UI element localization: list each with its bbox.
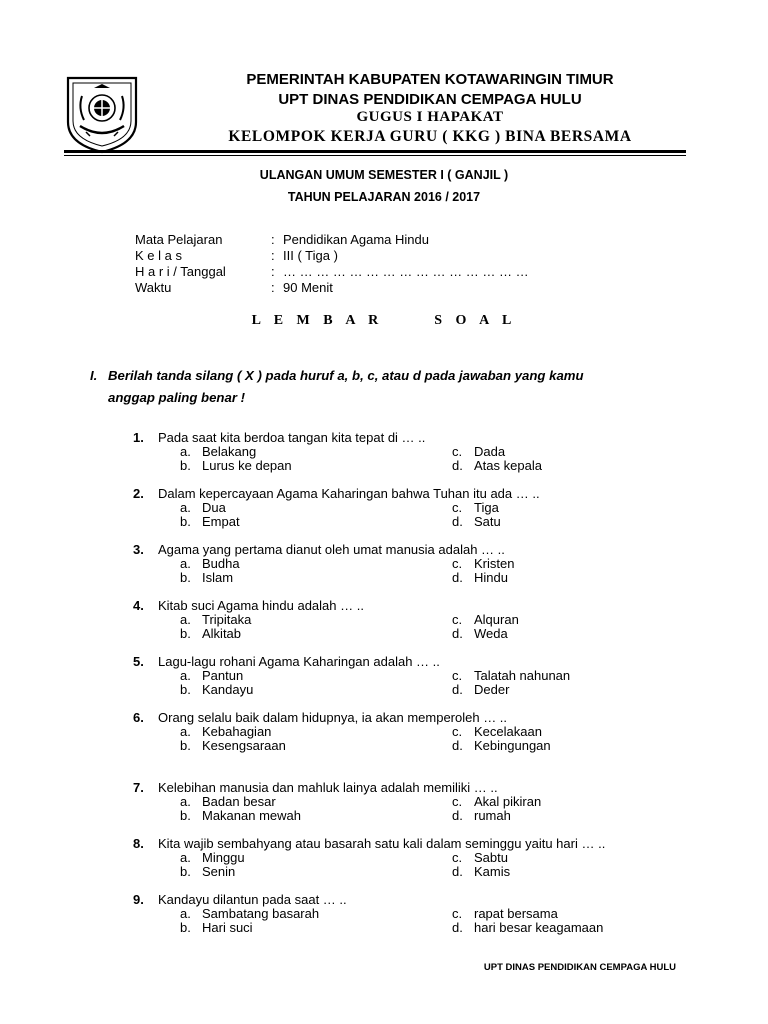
option-letter: d. bbox=[452, 514, 463, 529]
question-number: 4. bbox=[133, 598, 144, 613]
option-letter: a. bbox=[180, 612, 191, 627]
info-row-time bbox=[135, 280, 529, 296]
option-a: Budha bbox=[202, 556, 240, 571]
option-letter: b. bbox=[180, 682, 191, 697]
letterhead-line-cluster: GUGUS I HAPAKAT bbox=[356, 109, 504, 125]
option-letter: c. bbox=[452, 556, 463, 571]
option-letter: c. bbox=[452, 850, 463, 865]
option-d: hari besar keagamaan bbox=[474, 920, 604, 935]
exam-title: ULANGAN UMUM SEMESTER I ( GANJIL ) bbox=[259, 168, 509, 182]
question-7 bbox=[133, 781, 693, 823]
question-number: 2. bbox=[133, 486, 144, 501]
option-d: Kamis bbox=[474, 864, 511, 879]
option-b: Hari suci bbox=[202, 920, 253, 935]
option-a: Tripitaka bbox=[202, 612, 252, 627]
option-letter: d. bbox=[452, 682, 463, 697]
section-heading: L E M B A R S O A L bbox=[251, 313, 517, 328]
question-6 bbox=[133, 711, 693, 753]
option-letter: d. bbox=[452, 626, 463, 641]
option-d: rumah bbox=[474, 808, 511, 823]
option-letter: a. bbox=[180, 724, 191, 739]
question-text: Orang selalu baik dalam hidupnya, ia akan memperoleh … .. bbox=[158, 710, 508, 725]
option-a: Minggu bbox=[202, 850, 245, 865]
option-c: Alquran bbox=[474, 612, 519, 627]
regency-emblem-logo bbox=[64, 74, 140, 154]
info-label: K e l a s bbox=[135, 248, 182, 263]
instruction-number: I. bbox=[90, 368, 98, 383]
letterhead-divider-thin bbox=[64, 155, 686, 156]
exam-info-block bbox=[135, 232, 529, 296]
option-letter: d. bbox=[452, 808, 463, 823]
option-letter: c. bbox=[452, 444, 463, 459]
option-letter: c. bbox=[452, 668, 463, 683]
question-1 bbox=[133, 431, 693, 473]
option-letter: b. bbox=[180, 808, 191, 823]
option-letter: a. bbox=[180, 906, 191, 921]
info-value: … … … … … … … … … … … … … … … bbox=[283, 264, 529, 279]
option-a: Dua bbox=[202, 500, 226, 515]
option-letter: a. bbox=[180, 668, 191, 683]
option-letter: a. bbox=[180, 444, 191, 459]
question-text: Kita wajib sembahyang atau basarah satu kali dalam seminggu yaitu hari … .. bbox=[158, 836, 606, 851]
info-value: 90 Menit bbox=[283, 280, 333, 295]
info-label: H a r i / Tanggal bbox=[135, 264, 226, 279]
option-letter: b. bbox=[180, 458, 191, 473]
option-letter: a. bbox=[180, 850, 191, 865]
option-b: Islam bbox=[202, 570, 234, 585]
question-text: Kelebihan manusia dan mahluk lainya adalah memiliki … .. bbox=[158, 780, 498, 795]
question-8 bbox=[133, 837, 693, 879]
option-letter: d. bbox=[452, 570, 463, 585]
option-c: Talatah nahunan bbox=[474, 668, 571, 683]
question-text: Pada saat kita berdoa tangan kita tepat di … .. bbox=[158, 430, 426, 445]
option-b: Kandayu bbox=[202, 682, 254, 697]
option-b: Empat bbox=[202, 514, 240, 529]
letterhead-line-working-group: KELOMPOK KERJA GURU ( KKG ) BINA BERSAMA bbox=[228, 128, 632, 145]
letterhead-line-office: UPT DINAS PENDIDIKAN CEMPAGA HULU bbox=[278, 91, 582, 108]
question-number: 1. bbox=[133, 430, 144, 445]
info-label: Waktu bbox=[135, 280, 172, 295]
letterhead-divider-thick bbox=[64, 150, 686, 153]
option-d: Satu bbox=[474, 514, 501, 529]
info-row-day-date bbox=[135, 264, 529, 280]
question-text: Kitab suci Agama hindu adalah … .. bbox=[158, 598, 364, 613]
option-letter: a. bbox=[180, 500, 191, 515]
exam-year: TAHUN PELAJARAN 2016 / 2017 bbox=[287, 190, 481, 204]
option-a: Kebahagian bbox=[202, 724, 272, 739]
option-letter: b. bbox=[180, 626, 191, 641]
instruction bbox=[90, 365, 690, 409]
option-a: Belakang bbox=[202, 444, 257, 459]
option-letter: b. bbox=[180, 738, 191, 753]
question-9 bbox=[133, 893, 693, 935]
option-b: Makanan mewah bbox=[202, 808, 301, 823]
option-letter: a. bbox=[180, 794, 191, 809]
option-letter: c. bbox=[452, 612, 463, 627]
question-text: Agama yang pertama dianut oleh umat manusia adalah … .. bbox=[158, 542, 505, 557]
letterhead-line-government: PEMERINTAH KABUPATEN KOTAWARINGIN TIMUR bbox=[246, 71, 614, 88]
info-value: Pendidikan Agama Hindu bbox=[283, 232, 429, 247]
info-row-subject bbox=[135, 232, 529, 248]
question-number: 5. bbox=[133, 654, 144, 669]
question-number: 9. bbox=[133, 892, 144, 907]
option-letter: d. bbox=[452, 864, 463, 879]
page-footer: UPT DINAS PENDIDIKAN CEMPAGA HULU bbox=[483, 962, 676, 973]
info-colon: : bbox=[271, 280, 275, 295]
info-value: III ( Tiga ) bbox=[283, 248, 338, 263]
option-letter: a. bbox=[180, 556, 191, 571]
option-a: Badan besar bbox=[202, 794, 276, 809]
question-text: Dalam kepercayaan Agama Kaharingan bahwa Tuhan itu ada … .. bbox=[158, 486, 540, 501]
option-d: Atas kepala bbox=[474, 458, 542, 473]
option-a: Pantun bbox=[202, 668, 244, 683]
question-number: 6. bbox=[133, 710, 144, 725]
option-c: Kecelakaan bbox=[474, 724, 542, 739]
info-colon: : bbox=[271, 248, 275, 263]
question-5 bbox=[133, 655, 693, 697]
option-letter: d. bbox=[452, 458, 463, 473]
option-b: Alkitab bbox=[202, 626, 242, 641]
question-number: 8. bbox=[133, 836, 144, 851]
option-letter: c. bbox=[452, 500, 463, 515]
option-c: Kristen bbox=[474, 556, 515, 571]
option-c: Sabtu bbox=[474, 850, 508, 865]
question-4 bbox=[133, 599, 693, 641]
option-b: Kesengsaraan bbox=[202, 738, 286, 753]
option-c: Dada bbox=[474, 444, 506, 459]
option-letter: d. bbox=[452, 920, 463, 935]
option-b: Senin bbox=[202, 864, 236, 879]
option-a: Sambatang basarah bbox=[202, 906, 320, 921]
option-d: Deder bbox=[474, 682, 510, 697]
question-text: Lagu-lagu rohani Agama Kaharingan adalah … .. bbox=[158, 654, 440, 669]
option-letter: c. bbox=[452, 906, 463, 921]
option-b: Lurus ke depan bbox=[202, 458, 292, 473]
question-text: Kandayu dilantun pada saat … .. bbox=[158, 892, 347, 907]
option-letter: b. bbox=[180, 570, 191, 585]
question-3 bbox=[133, 543, 693, 585]
option-letter: d. bbox=[452, 738, 463, 753]
option-letter: b. bbox=[180, 514, 191, 529]
option-c: Akal pikiran bbox=[474, 794, 542, 809]
option-letter: b. bbox=[180, 864, 191, 879]
instruction-line-2: anggap paling benar ! bbox=[108, 390, 246, 405]
option-d: Hindu bbox=[474, 570, 508, 585]
instruction-line-1: Berilah tanda silang ( X ) pada huruf a, b, c, atau d pada jawaban yang kamu bbox=[108, 368, 584, 383]
option-c: rapat bersama bbox=[474, 906, 558, 921]
info-row-class bbox=[135, 248, 529, 264]
option-letter: c. bbox=[452, 724, 463, 739]
question-2 bbox=[133, 487, 693, 529]
question-number: 7. bbox=[133, 780, 144, 795]
option-d: Kebingungan bbox=[474, 738, 551, 753]
option-letter: c. bbox=[452, 794, 463, 809]
info-colon: : bbox=[271, 264, 275, 279]
question-number: 3. bbox=[133, 542, 144, 557]
info-label: Mata Pelajaran bbox=[135, 232, 223, 247]
option-c: Tiga bbox=[474, 500, 499, 515]
option-d: Weda bbox=[474, 626, 508, 641]
option-letter: b. bbox=[180, 920, 191, 935]
info-colon: : bbox=[271, 232, 275, 247]
